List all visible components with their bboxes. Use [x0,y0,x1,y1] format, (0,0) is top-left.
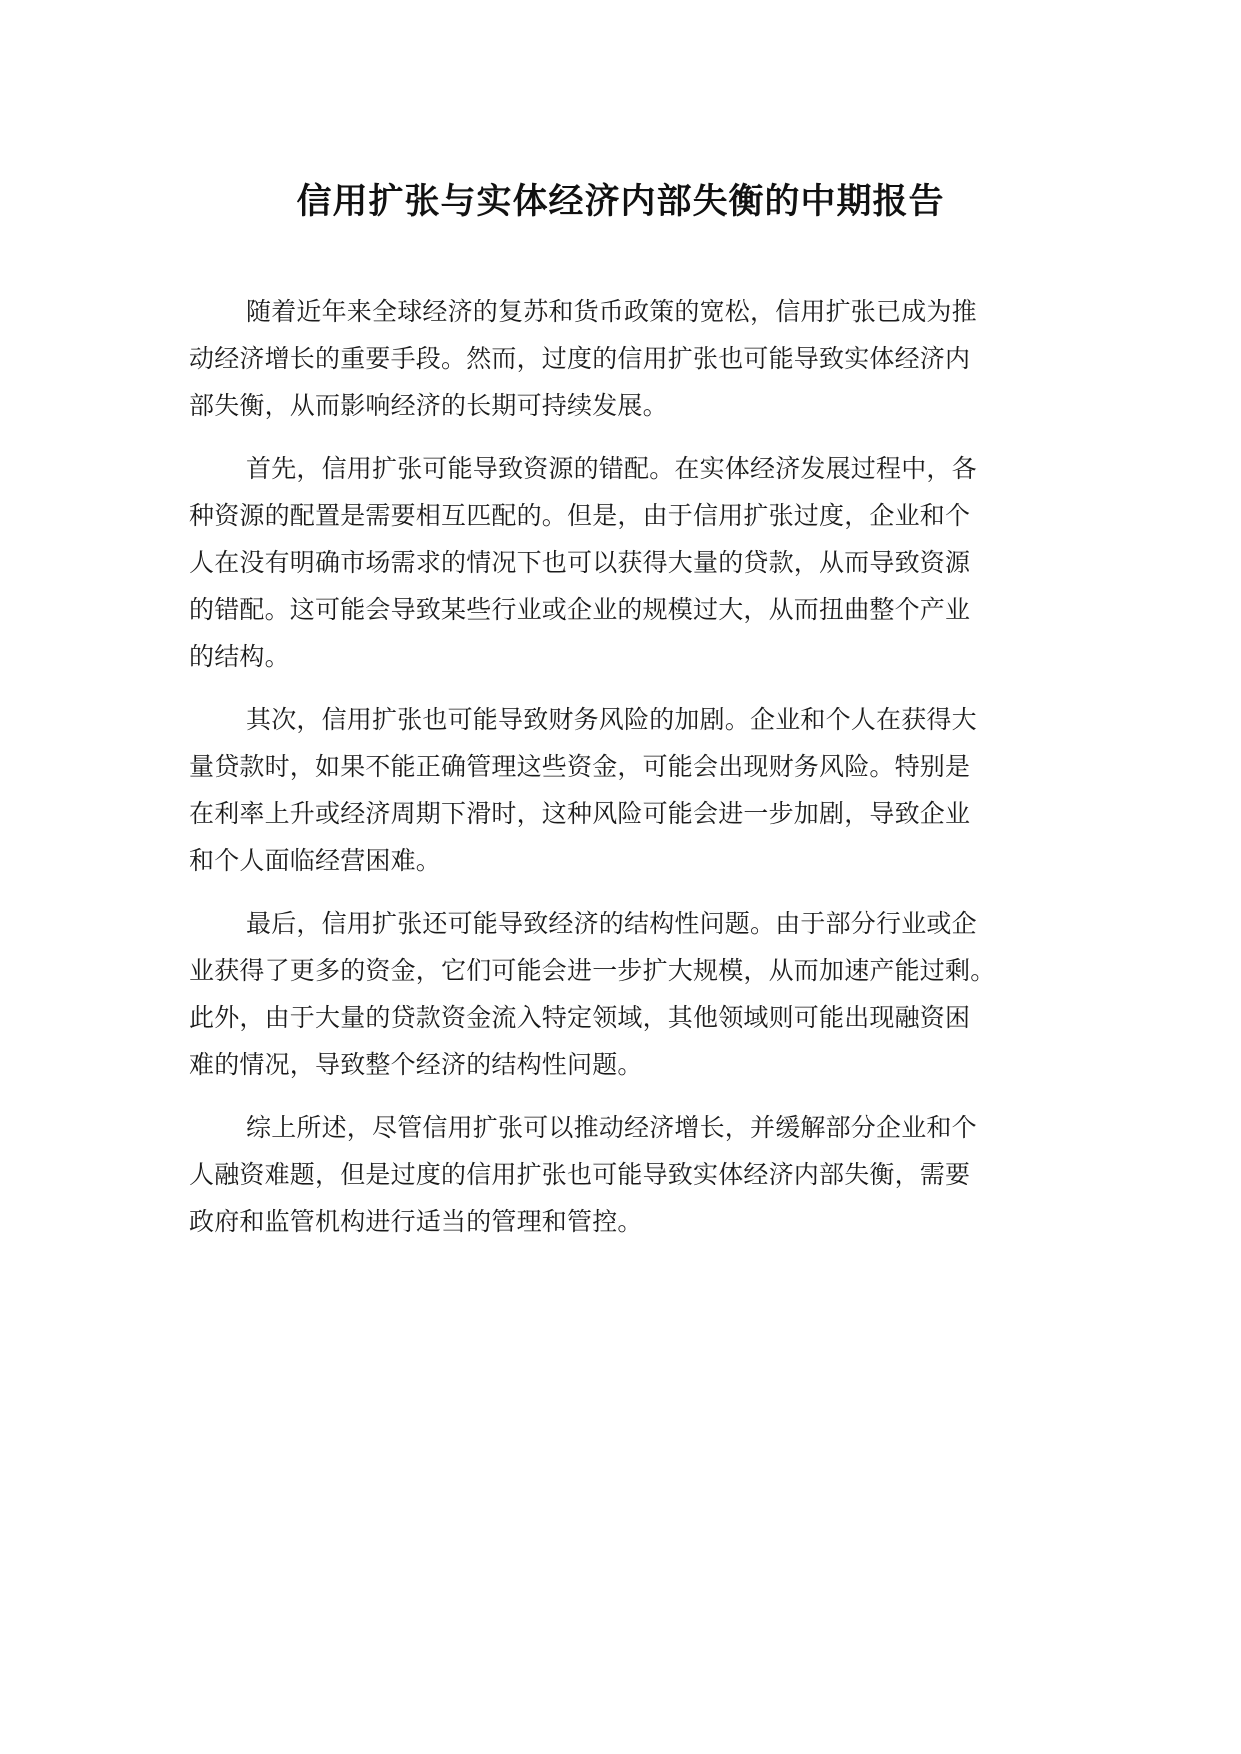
document-body [189,288,1049,1261]
paragraph-line: 量贷款时，如果不能正确管理这些资金，可能会出现财务风险。特别是 [189,752,971,781]
paragraph-intro [189,288,1049,429]
paragraph-second [189,696,1049,884]
paragraph-line: 人融资难题，但是过度的信用扩张也可能导致实体经济内部失衡，需要 [189,1160,971,1189]
paragraph-line: 部失衡，从而影响经济的长期可持续发展。 [189,391,668,420]
paragraph-line: 和个人面临经营困难。 [189,846,442,875]
paragraph-third [189,900,1049,1088]
paragraph-line: 综上所述，尽管信用扩张可以推动经济增长，并缓解部分企业和个 [246,1113,977,1142]
paragraph-line: 的错配。这可能会导致某些行业或企业的规模过大，从而扭曲整个产业 [189,595,971,624]
paragraph-line: 政府和监管机构进行适当的管理和管控。 [189,1207,643,1236]
paragraph-conclusion [189,1104,1049,1245]
paragraph-line: 在利率上升或经济周期下滑时，这种风险可能会进一步加剧，导致企业 [189,799,971,828]
document-title: 信用扩张与实体经济内部失衡的中期报告 [296,182,945,222]
paragraph-line: 动经济增长的重要手段。然而，过度的信用扩张也可能导致实体经济内 [189,344,971,373]
paragraph-line: 种资源的配置是需要相互匹配的。但是，由于信用扩张过度，企业和个 [189,501,971,530]
paragraph-line: 此外，由于大量的贷款资金流入特定领域，其他领域则可能出现融资困 [189,1003,971,1032]
paragraph-line: 最后，信用扩张还可能导致经济的结构性问题。由于部分行业或企 [246,909,977,938]
paragraph-line: 难的情况，导致整个经济的结构性问题。 [189,1050,643,1079]
paragraph-line: 随着近年来全球经济的复苏和货币政策的宽松，信用扩张已成为推 [246,297,977,326]
paragraph-line: 首先，信用扩张可能导致资源的错配。在实体经济发展过程中，各 [246,454,977,483]
paragraph-line: 其次，信用扩张也可能导致财务风险的加剧。企业和个人在获得大 [246,705,977,734]
paragraph-line: 人在没有明确市场需求的情况下也可以获得大量的贷款，从而导致资源 [189,548,971,577]
paragraph-line: 业获得了更多的资金，它们可能会进一步扩大规模，从而加速产能过剩。 [189,956,996,985]
paragraph-line: 的结构。 [189,642,290,671]
paragraph-first [189,445,1049,680]
